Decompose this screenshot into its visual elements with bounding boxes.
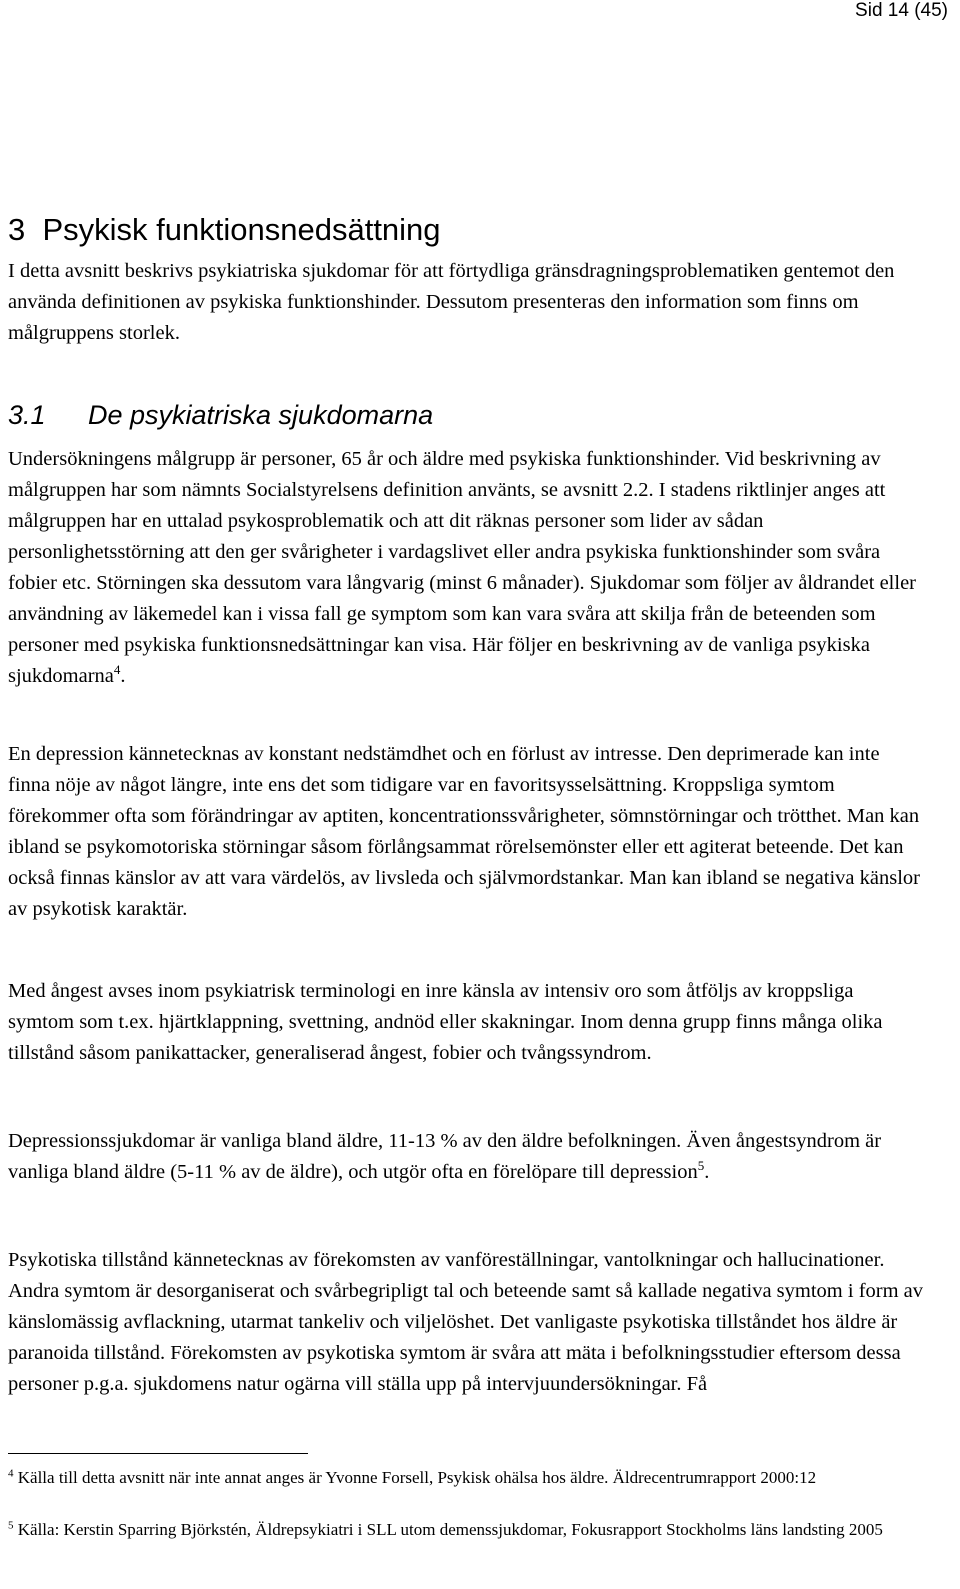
subsection-title: De psykiatriska sjukdomarna xyxy=(88,400,434,430)
section-intro: I detta avsnitt beskrivs psykiatriska sjukdomar för att förtydliga gränsdragningsproblematiken gentemot den använda definitionen av psykiska funktionshinder. Dessutom presenteras den information som finns om målgruppens storlek. xyxy=(8,260,895,344)
footnote-5: $^5$ Källa: Kerstin Sparring Björkstén, Äldrepsykiatri i SLL utom demenssjukdomar, Fokusrapport Stockholms läns landsting 2005 xyxy=(8,1519,883,1539)
section-number: 3 xyxy=(8,212,26,247)
paragraph-anxiety: Med ångest avses inom psykiatrisk terminologi en inre känsla av intensiv oro som åtföljs av kroppsliga symtom som t.ex. hjärtklappning, svettning, andnöd eller skakningar. Inom denna grupp finns många olika tillstånd såsom panikattacker, generaliserad ångest, fobier och tvångssyndrom. xyxy=(8,980,883,1064)
subsection-heading xyxy=(8,400,433,431)
footnote-ref-5: 5 xyxy=(697,1158,705,1174)
section-title: Psykisk funktionsnedsättning xyxy=(42,212,441,247)
paragraph-prevalence: Depressionssjukdomar är vanliga bland äldre, 11-13 % av den äldre befolkningen. Även ångestsyndrom är vanliga bland äldre (5-11 % av de äldre), och utgör ofta en förelöpare till depression$^5$. xyxy=(8,1130,882,1183)
paragraph-psychotic: Psykotiska tillstånd kännetecknas av förekomsten av vanföreställningar, vantolkningar och hallucinationer. Andra symtom är desorganiserat och svårbegripligt tal och beteende samt så kallade negativa symtom i form av känslomässig avflackning, utarmat tankeliv och viljelöshet. Det vanligaste psykotiska tillståndet hos äldre är paranoida tillstånd. Förekomsten av psykotiska symtom är svåra att mäta i befolkningsstudier eftersom dessa personer p.g.a. sjukdomens natur ogärna vill ställa upp på intervjuundersökningar. Få xyxy=(8,1249,924,1395)
footnote-4: $^4$ Källa till detta avsnitt när inte annat anges är Yvonne Forsell, Psykisk ohälsa hos äldre. Äldrecentrumrapport 2000:12 xyxy=(8,1467,817,1487)
paragraph-depression: En depression kännetecknas av konstant nedstämdhet och en förlust av intresse. Den deprimerade kan inte finna nöje av något längre, inte ens det som tidigare var en favoritsysselsättning. Kroppsliga symtom förekommer ofta som förändringar av aptiten, koncentrationssvårigheter, sömnstörningar och trötthet. Man kan ibland se psykomotoriska störningar såsom förlångsammat rörelsemönster eller ett agiterat beteende. Det kan också finnas känslor av att vara värdelös, av livsleda och självmordstankar. Man kan ibland se negativa känslor av psykotisk karaktär. xyxy=(8,743,920,920)
page-number: Sid 14 (45) xyxy=(855,0,948,21)
paragraph-target-group: Undersökningens målgrupp är personer, 65 år och äldre med psykiska funktionshinder. Vid beskrivning av målgruppen har som nämnts Socialstyrelsens definition använts, se avsnitt 2.2. I stadens riktlinjer anges att målgruppen har en uttalad psykosproblematik och att dit räknas personer som lider av sådan personlighetsstörning att den ger svårigheter i vardagslivet eller andra psykiska funktionshinder som svåra fobier etc. Störningen ska dessutom vara långvarig (minst 6 månader). Sjukdomar som följer av åldrandet eller användning av läkemedel kan i vissa fall ge symptom som kan vara svåra att skilja från de beteenden som personer med psykiska funktionsnedsättningar kan visa. Här följer en beskrivning av de vanliga psykiska sjukdomarna$^4$. xyxy=(8,448,916,687)
section-heading xyxy=(8,212,441,248)
footnote-ref-4: 4 xyxy=(113,662,121,678)
footnote-divider xyxy=(8,1453,308,1454)
subsection-number: 3.1 xyxy=(8,400,46,430)
